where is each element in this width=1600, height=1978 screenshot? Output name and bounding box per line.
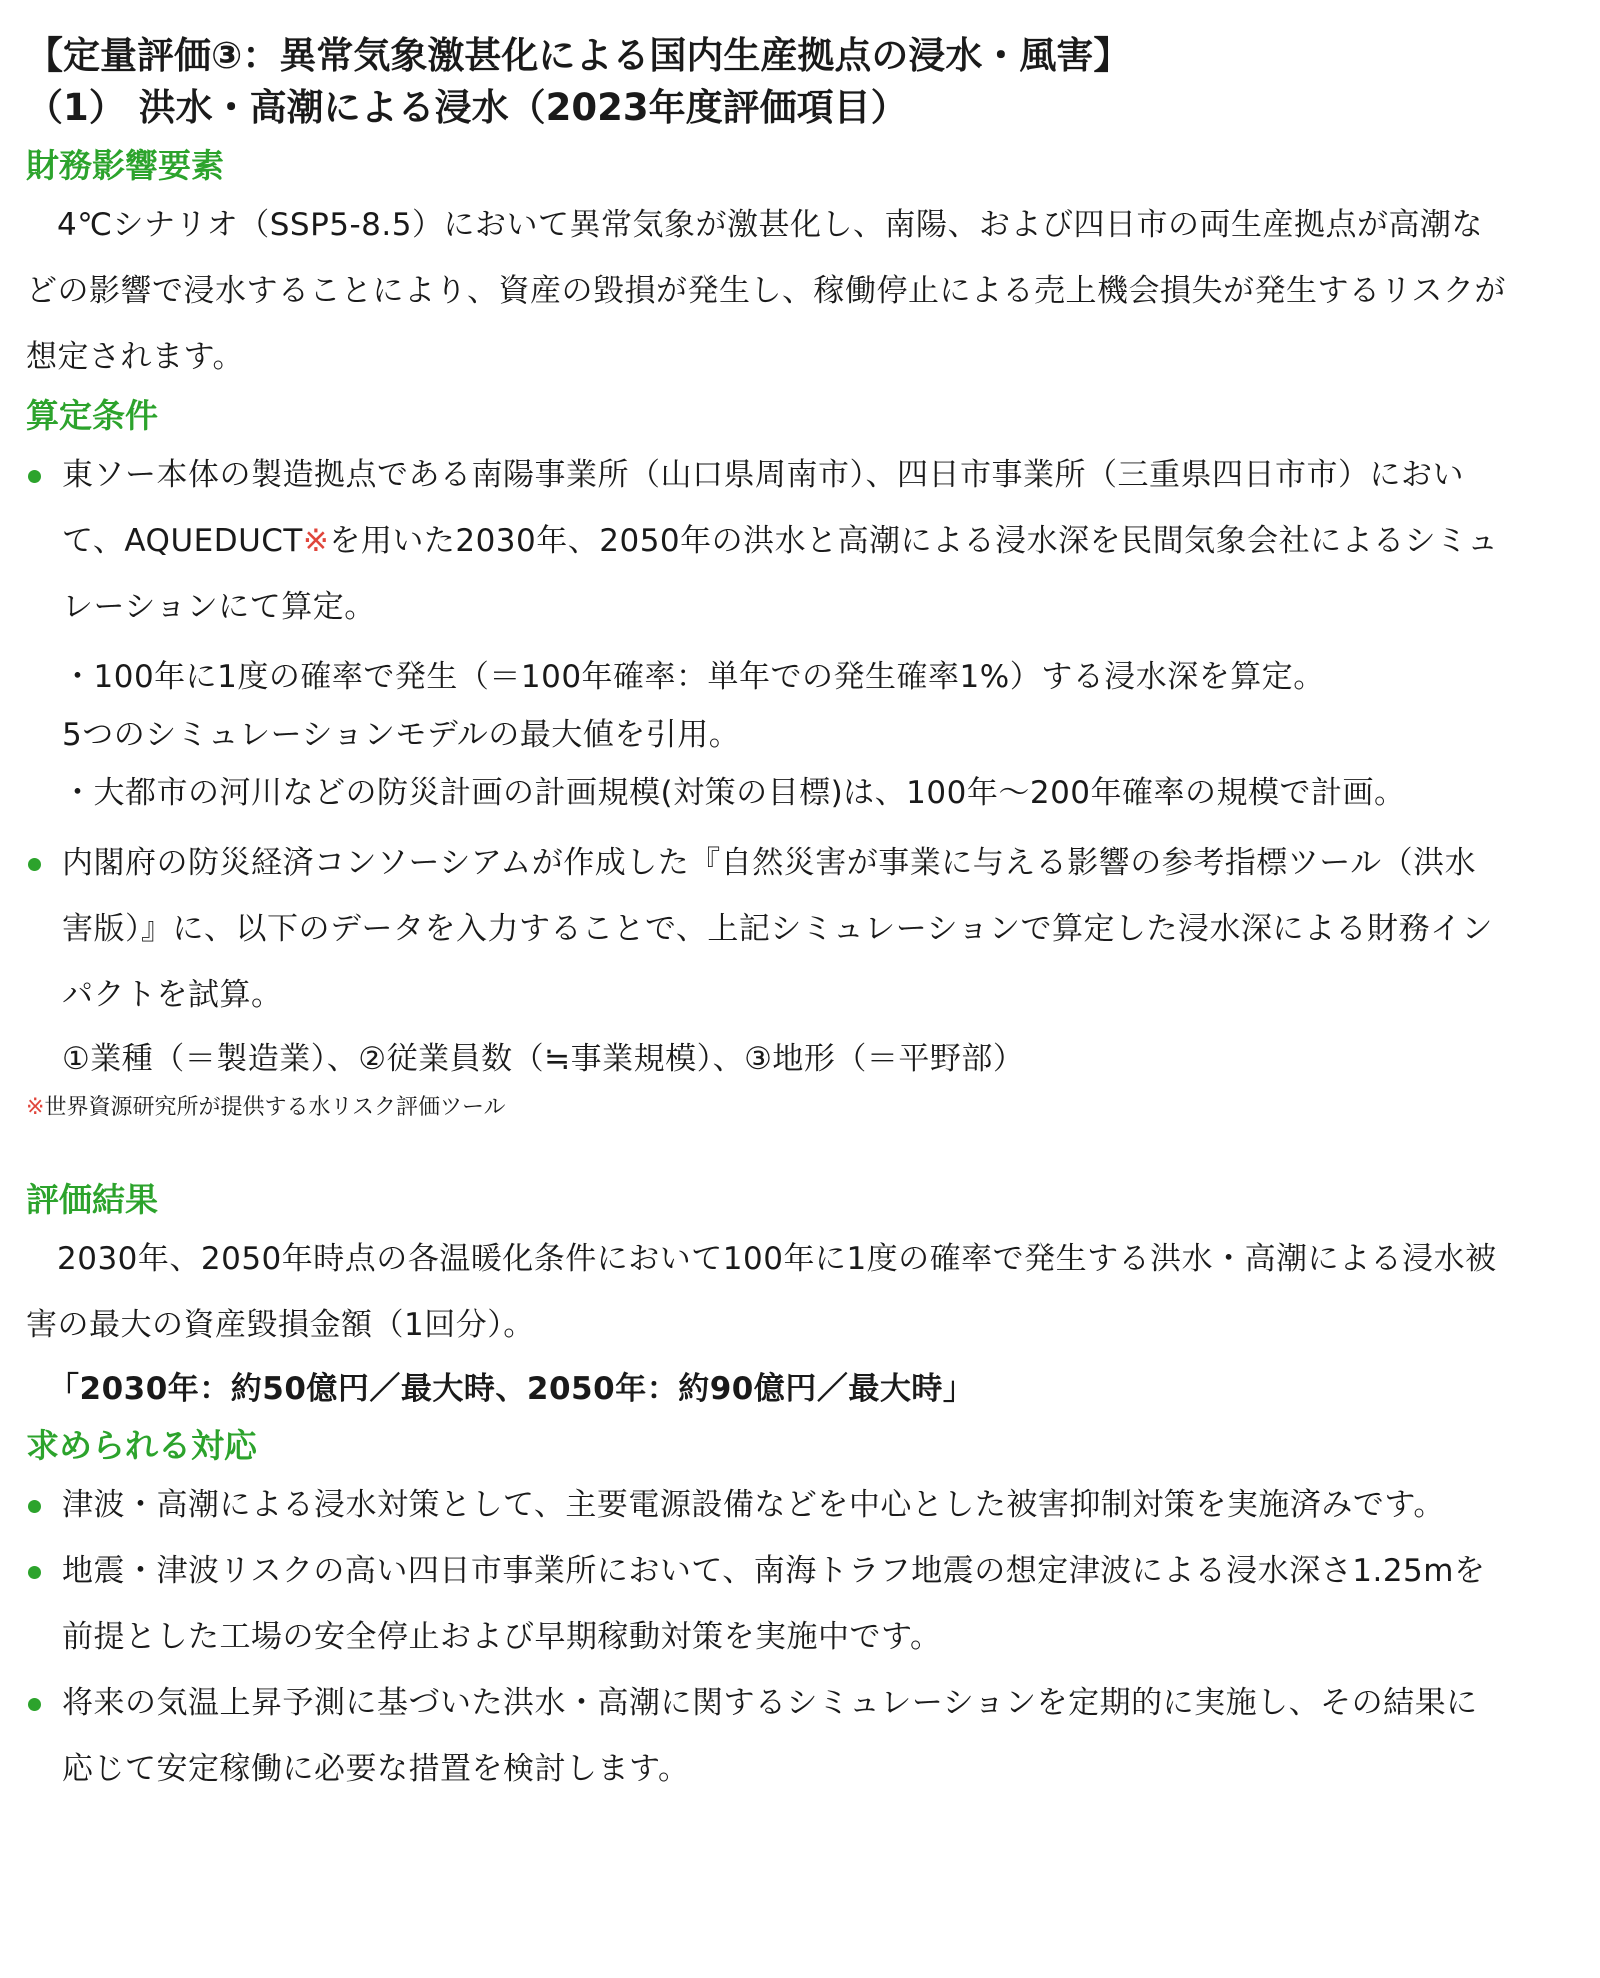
footnote-mark: ※ <box>302 523 330 559</box>
conditions-bullet-2-text: 内閣府の防災経済コンソーシアムが作成した『自然災害が事業に与える影響の参考指標ツール（洪水害版）』に、以下のデータを入力することで、上記シミュレーションで算定した浸水深による財務インパクトを試算。 <box>62 845 1494 1013</box>
bullet-dot-icon <box>28 1698 41 1711</box>
response-label: 求められる対応 <box>26 1426 257 1465</box>
footnote-note-mark: ※ <box>26 1095 45 1120</box>
bullet-dot-icon <box>28 1500 41 1513</box>
document-page <box>26 30 1506 1802</box>
conditions-factors: ①業種（＝製造業）、②従業員数（≒事業規模）、③地形（＝平野部） <box>62 1041 1025 1077</box>
conditions-bullet-1-text-b: を用いた2030年、2050年の洪水と高潮による浸水深を民間気象会社によるシミュレーションにて算定。 <box>62 523 1499 625</box>
bullet-dot-icon <box>28 1566 41 1579</box>
response-item-1 <box>26 1472 1506 1538</box>
financial-impact-text: 4℃シナリオ（SSP5-8.5）において異常気象が激甚化し、南陽、および四日市の両生産拠点が高潮などの影響で浸水することにより、資産の毀損が発生し、稼働停止による売上機会損失が発生するリスクが想定されます。 <box>26 207 1506 375</box>
financial-impact-label: 財務影響要素 <box>26 146 224 185</box>
response-item-2 <box>26 1538 1506 1670</box>
conditions-subitem-2: ・大都市の河川などの防災計画の計画規模(対策の目標)は、100年～200年確率の規模で計画。 <box>62 775 1406 811</box>
section-subtitle: （1） 洪水・高潮による浸水（2023年度評価項目） <box>26 86 908 129</box>
conditions-subitem-1-line-2: 5つのシミュレーションモデルの最大値を引用。 <box>62 717 741 753</box>
conditions-bullet-1 <box>26 442 1506 640</box>
footnote-text: 世界資源研究所が提供する水リスク評価ツール <box>44 1095 506 1120</box>
footnote <box>26 1090 1506 1126</box>
bullet-dot-icon <box>28 470 41 483</box>
results-text: 2030年、2050年時点の各温暖化条件において100年に1度の確率で発生する洪水・高潮による浸水被害の最大の資産毀損金額（1回分）。 <box>26 1241 1497 1343</box>
conditions-bullet-1-text-a: 東ソー本体の製造拠点である南陽事業所（山口県周南市）、四日市事業所（三重県四日市市）において、AQUEDUCT <box>62 457 1464 559</box>
page-title: 【定量評価③：異常気象激甚化による国内生産拠点の浸水・風害】 <box>26 34 1131 77</box>
conditions-subitem-1 <box>62 648 1506 764</box>
conditions-subitem-1-line-1: ・100年に1度の確率で発生（＝100年確率：単年での発生確率1%）する浸水深を算定。 <box>62 659 1325 695</box>
results-label: 評価結果 <box>26 1180 158 1219</box>
conditions-label: 算定条件 <box>26 396 158 435</box>
response-item-text: 将来の気温上昇予測に基づいた洪水・高潮に関するシミュレーションを定期的に実施し、その結果に応じて安定稼働に必要な措置を検討します。 <box>62 1685 1478 1787</box>
response-item-3 <box>26 1670 1506 1802</box>
response-item-text: 津波・高潮による浸水対策として、主要電源設備などを中心とした被害抑制対策を実施済みです。 <box>62 1487 1445 1523</box>
results-highlight: 「2030年：約50億円／最大時、2050年：約90億円／最大時」 <box>48 1371 975 1407</box>
conditions-bullet-2 <box>26 830 1506 1028</box>
bullet-dot-icon <box>28 858 41 871</box>
response-item-text: 地震・津波リスクの高い四日市事業所において、南海トラフ地震の想定津波による浸水深さ1.25mを前提とした工場の安全停止および早期稼動対策を実施中です。 <box>62 1553 1486 1655</box>
